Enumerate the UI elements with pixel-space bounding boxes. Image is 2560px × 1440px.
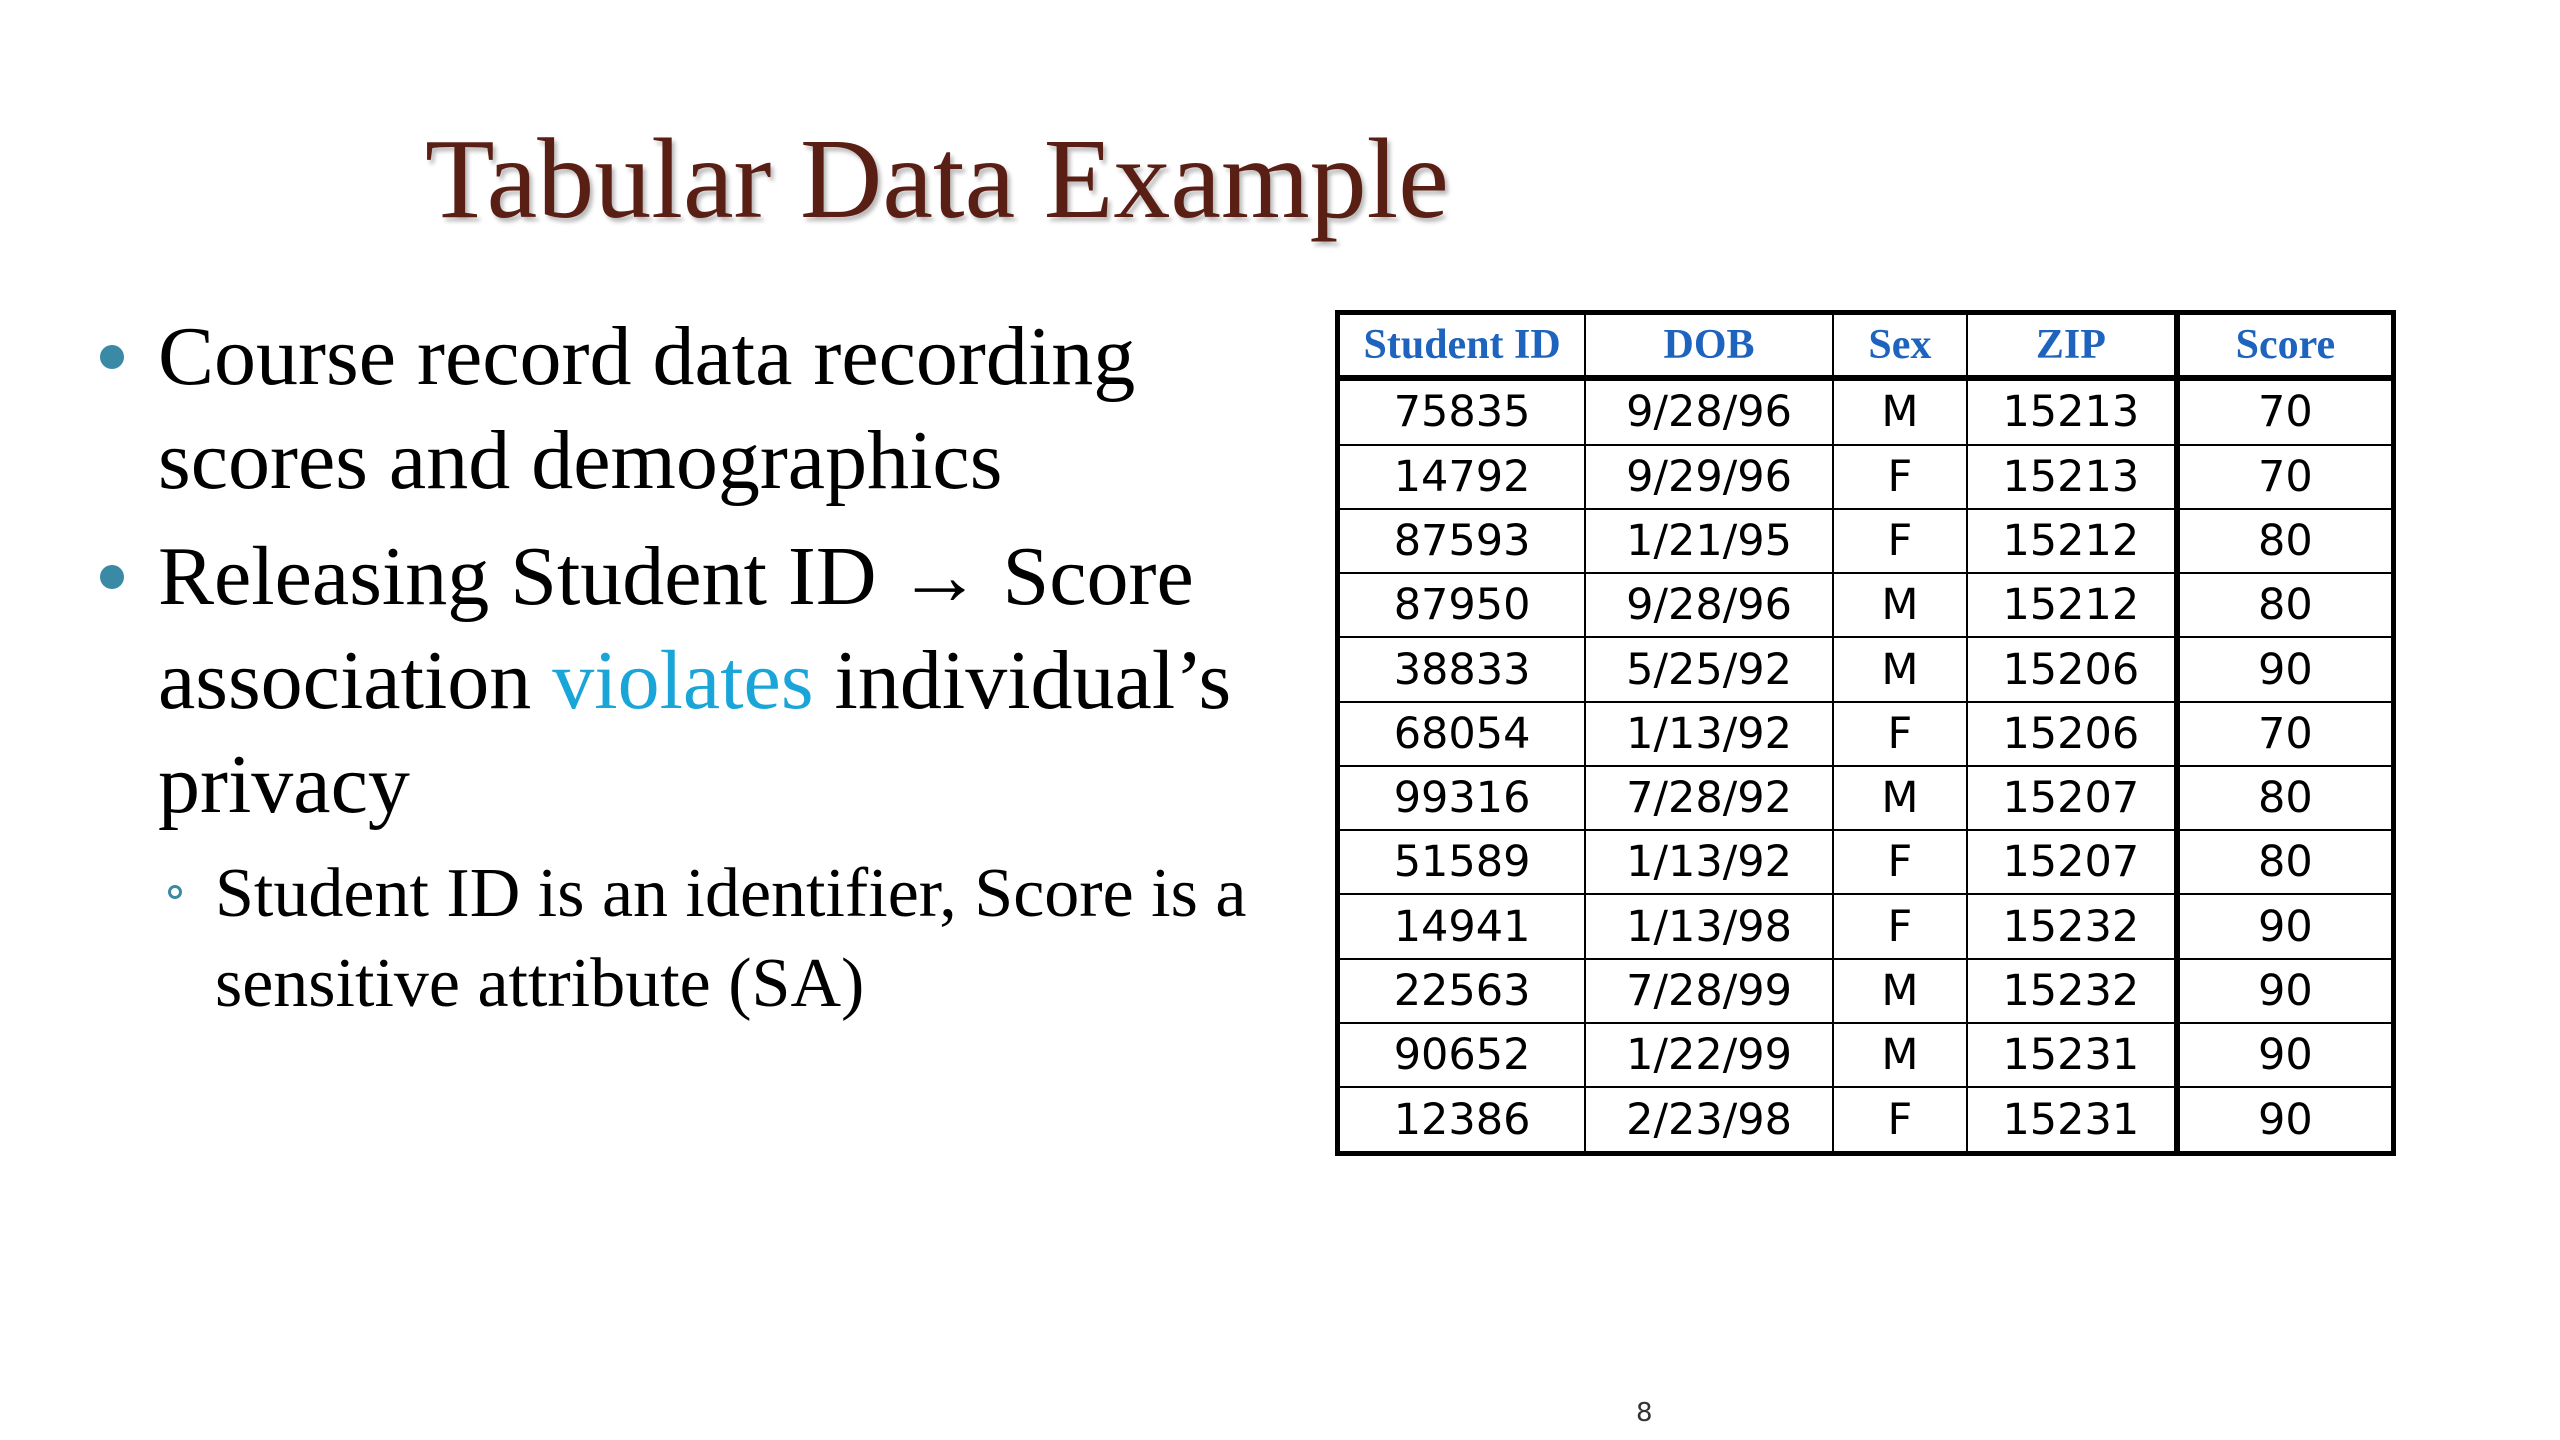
cell-score: 80 [2177, 509, 2394, 573]
cell-student-id: 68054 [1338, 702, 1586, 766]
page-number: 8 [1636, 1398, 1653, 1428]
cell-zip: 15213 [1967, 378, 2177, 445]
cell-zip: 15206 [1967, 702, 2177, 766]
cell-student-id: 87593 [1338, 509, 1586, 573]
table-row [1338, 1087, 2394, 1153]
cell-zip: 15213 [1967, 445, 2177, 509]
cell-score: 80 [2177, 830, 2394, 894]
cell-zip: 15232 [1967, 894, 2177, 958]
cell-student-id: 87950 [1338, 573, 1586, 637]
table-row [1338, 830, 2394, 894]
table-row [1338, 766, 2394, 830]
cell-score: 90 [2177, 894, 2394, 958]
bullet-text: Course record data recording scores and demographics [158, 310, 1136, 507]
cell-dob: 7/28/92 [1585, 766, 1833, 830]
bullet-dot-icon [100, 565, 124, 589]
bullet-list [100, 305, 1250, 1029]
cell-student-id: 22563 [1338, 959, 1586, 1023]
table-row [1338, 1023, 2394, 1087]
cell-zip: 15231 [1967, 1023, 2177, 1087]
header-student-id: Student ID [1338, 313, 1586, 379]
cell-sex: F [1833, 830, 1967, 894]
cell-sex: F [1833, 445, 1967, 509]
cell-sex: M [1833, 573, 1967, 637]
cell-score: 90 [2177, 637, 2394, 701]
cell-sex: F [1833, 1087, 1967, 1153]
cell-dob: 7/28/99 [1585, 959, 1833, 1023]
header-score: Score [2177, 313, 2394, 379]
cell-score: 70 [2177, 702, 2394, 766]
ring-bullet-icon [168, 885, 182, 899]
cell-dob: 2/23/98 [1585, 1087, 1833, 1153]
bullet-item [100, 525, 1250, 837]
bullet-item [100, 305, 1250, 513]
table-row [1338, 378, 2394, 445]
cell-sex: M [1833, 959, 1967, 1023]
table-row [1338, 702, 2394, 766]
cell-sex: M [1833, 766, 1967, 830]
cell-dob: 9/28/96 [1585, 573, 1833, 637]
cell-dob: 1/13/92 [1585, 702, 1833, 766]
table-row [1338, 959, 2394, 1023]
cell-sex: M [1833, 1023, 1967, 1087]
table-row [1338, 445, 2394, 509]
table-body [1338, 378, 2394, 1154]
table-row [1338, 894, 2394, 958]
cell-sex: F [1833, 894, 1967, 958]
cell-sex: F [1833, 509, 1967, 573]
cell-score: 90 [2177, 1087, 2394, 1153]
cell-dob: 9/28/96 [1585, 378, 1833, 445]
table-row [1338, 509, 2394, 573]
cell-student-id: 99316 [1338, 766, 1586, 830]
cell-student-id: 38833 [1338, 637, 1586, 701]
cell-score: 80 [2177, 573, 2394, 637]
cell-student-id: 75835 [1338, 378, 1586, 445]
cell-dob: 1/22/99 [1585, 1023, 1833, 1087]
sub-bullet-text: Student ID is an identifier, Score is a sensitive attribute (SA) [215, 855, 1247, 1022]
cell-zip: 15207 [1967, 766, 2177, 830]
bullet-text-pre: Releasing Student ID → Score association [158, 530, 1194, 727]
data-table-container [1335, 310, 2396, 1156]
cell-zip: 15212 [1967, 509, 2177, 573]
cell-student-id: 90652 [1338, 1023, 1586, 1087]
cell-sex: M [1833, 378, 1967, 445]
table-header-row [1338, 313, 2394, 379]
cell-score: 90 [2177, 959, 2394, 1023]
data-table [1335, 310, 2396, 1156]
sub-bullet-item [100, 849, 1250, 1029]
cell-zip: 15232 [1967, 959, 2177, 1023]
cell-dob: 9/29/96 [1585, 445, 1833, 509]
header-dob: DOB [1585, 313, 1833, 379]
cell-score: 70 [2177, 445, 2394, 509]
cell-zip: 15206 [1967, 637, 2177, 701]
slide-title: Tabular Data Example [425, 115, 1449, 242]
cell-dob: 1/21/95 [1585, 509, 1833, 573]
cell-zip: 15212 [1967, 573, 2177, 637]
table-row [1338, 573, 2394, 637]
bullet-text-post: individual’s privacy [158, 634, 1232, 831]
table-row [1338, 637, 2394, 701]
cell-student-id: 14792 [1338, 445, 1586, 509]
cell-dob: 5/25/92 [1585, 637, 1833, 701]
cell-score: 70 [2177, 378, 2394, 445]
cell-student-id: 14941 [1338, 894, 1586, 958]
cell-dob: 1/13/98 [1585, 894, 1833, 958]
bullet-dot-icon [100, 345, 124, 369]
cell-student-id: 51589 [1338, 830, 1586, 894]
cell-dob: 1/13/92 [1585, 830, 1833, 894]
cell-score: 90 [2177, 1023, 2394, 1087]
cell-sex: F [1833, 702, 1967, 766]
header-zip: ZIP [1967, 313, 2177, 379]
cell-zip: 15207 [1967, 830, 2177, 894]
cell-sex: M [1833, 637, 1967, 701]
header-sex: Sex [1833, 313, 1967, 379]
cell-score: 80 [2177, 766, 2394, 830]
bullet-accent-word: violates [552, 634, 814, 727]
cell-zip: 15231 [1967, 1087, 2177, 1153]
cell-student-id: 12386 [1338, 1087, 1586, 1153]
